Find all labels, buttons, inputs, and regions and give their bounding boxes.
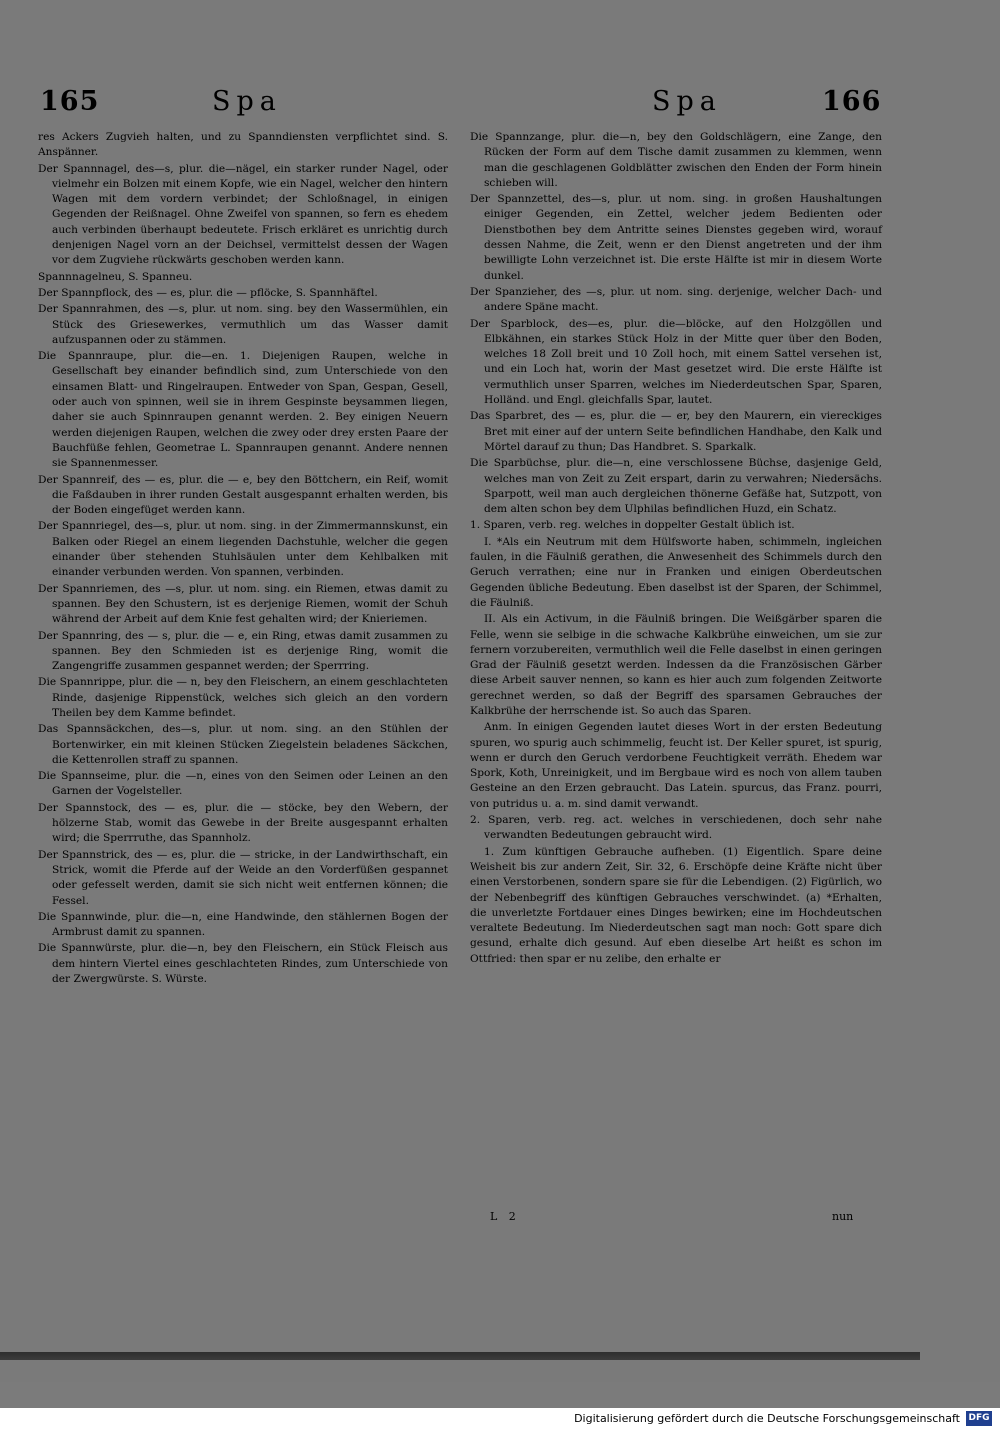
left-page-number: 165: [40, 86, 100, 117]
entry-spannstrick: Der Spannstrick, des — es, plur. die — stricke, in der Landwirthschaft, ein Strick, womit die Pferde auf der Weide an den Vorderfüßen gespannet oder gefesselt werden, damit sie sich nicht weit entfernen können; die Fessel.: [38, 848, 448, 907]
right-page-number: 166: [822, 86, 882, 117]
entry-sparen-1-head: 1. Sparen, verb. reg. welches in doppelter Gestalt üblich ist.: [470, 519, 795, 532]
printer-signature: L 2: [490, 1210, 520, 1223]
entry-sparbuechse: Die Sparbüchse, plur. die—n, eine verschlossene Büchse, dasjenige Geld, welches man von Zeit zu Zeit erspart, darin zu verwahren; Niedersächs. Sparpott, weil man auch dergleichen thönerne Gefäße hat, Sutzpott, von dem alten schon bey dem Ulphilas befindlichen Huzd, ein Schatz.: [470, 457, 882, 516]
entry-spannriegel: Der Spannriegel, des—s, plur. ut nom. sing. in der Zimmermannskunst, ein Balken oder Riegel an einem liegenden Dachstuhle, welcher die gegen einander über stehenden Stuhlsäulen unter dem Kehlbalken mit einander verbunden werden. Von spannen, verbinden.: [38, 520, 448, 579]
left-column: [38, 130, 448, 988]
right-running-head: Spa: [652, 86, 722, 117]
entry-continuation: res Ackers Zugvieh halten, und zu Spanndiensten verpflichtet sind. S. Anspänner.: [38, 131, 448, 159]
entry-sparen-1-note: Anm. In einigen Gegenden lautet dieses Wort in der ersten Bedeutung spuren, wo spurig auch schimmelig, feucht ist. Der Keller spuret, ist spurig, wenn er durch den Geruch verdorbene Feuchtigkeit verräth. Ehedem war Spork, Koth, Unreinigkeit, und im Bergbaue wird es noch von allem tauben Gesteine an den Erzen gebraucht. Das Latein. spurcus, das Franz. pourri, von putridus u. a. m. sind damit verwandt.: [470, 721, 882, 810]
footer-bar: [0, 1408, 1000, 1432]
entry-sparen-2-sense-1: 1. Zum künftigen Gebrauche aufheben. (1) Eigentlich. Spare deine Weisheit bis zur andern Zeit, Sir. 32, 6. Erschöpfe deine Kräfte nicht über einen Verstorbenen, sondern spare sie für die Lebendigen. (2) Figürlich, wo der Nebenbegriff des künftigen Gebrauches verschwindet. (a) *Erhalten, die unverletzte Fortdauer eines Dinges bewirken; eine im Hochdeutschen veraltete Bedeutung. Im Niederdeutschen sagt man noch: Gott spare dich gesund, erhalte dich gesund. Auf eben dieselbe Art heißt es schon im Ottfried: then spar er nu zelibe, den erhalte er: [470, 845, 882, 965]
dfg-logo: DFG: [966, 1411, 992, 1426]
entry-spannseime: Die Spannseime, plur. die —n, eines von den Seimen oder Leinen an den Garnen der Vogelsteller.: [38, 770, 448, 798]
entry-spannriemen: Der Spannriemen, des —s, plur. ut nom. sing. ein Riemen, etwas damit zu spannen. Bey den Schustern, ist es derjenige Riemen, womit der Schuh während der Arbeit auf dem Knie fest gehalten wird; der Knieriemen.: [38, 582, 448, 626]
entry-spannnagel: Der Spannnagel, des—s, plur. die—nägel, ein starker runder Nagel, oder vielmehr ein Bolzen mit einem Kopfe, wie ein Nagel, welcher den hintern Wagen mit dem vordern verbindet; der Schloßnagel, in einigen Gegenden der Reißnagel. Ohne Zweifel von spannen, so fern es ehedem auch verbinden überhaupt bedeutete. Frisch erkläret es unrichtig durch denjenigen Nagel vorn an der Deichsel, vermittelst dessen der Wagen vor dem Zugviehe rückwärts geschoben werden kann.: [38, 162, 448, 267]
catchword: nun: [832, 1210, 854, 1223]
entry-sparen-1-activum: II. Als ein Activum, in die Fäulniß bringen. Die Weißgärber sparen die Felle, wenn sie selbige in die schwache Kalkbrühe einweichen, um sie zur fernern vorzubereiten, vermuthlich weil die Felle daselbst in einen geringen Grad der Fäulniß gesetzt werden. Indessen da die Französischen Gärber diese Arbeit sauver nennen, so kann es hier auch zum folgenden Zeitworte gerechnet werden, so daß der Begriff des sparsamen Gebrauches der Kalkbrühe der herrschende ist. So auch das Sparen.: [470, 613, 882, 717]
entry-spannrahmen: Der Spannrahmen, des —s, plur. ut nom. sing. bey den Wassermühlen, ein Stück des Griesewerkes, vermuthlich um das Wasser damit aufzuspannen oder zu stämmen.: [38, 303, 448, 346]
entry-spannwinde: Die Spannwinde, plur. die—n, eine Handwinde, den stählernen Bogen der Armbrust damit zu spannen.: [38, 910, 448, 939]
entry-sparbret: Das Sparbret, des — es, plur. die — er, bey den Maurern, ein viereckiges Bret mit einer auf der untern Seite befindlichen Handhabe, den Kalk und Mörtel darauf zu thun; Das Handbret. S. Sparkalk.: [470, 410, 882, 453]
entry-spannstock: Der Spannstock, des — es, plur. die — stöcke, bey den Webern, der hölzerne Stab, womit das Gewebe in der Breite ausgespannt erhalten wird; die Sperrruthe, das Spannholz.: [38, 801, 448, 845]
entry-spannsaeckchen: Das Spannsäckchen, des—s, plur. ut nom. sing. an den Stühlen der Bortenwirker, ein mit kleinen Stücken Ziegelstein beladenes Säckchen, die Kettenrollen straff zu spannen.: [38, 723, 448, 766]
page-bottom-shadow: [0, 1352, 920, 1360]
entry-spannzange: Die Spannzange, plur. die—n, bey den Goldschlägern, eine Zange, den Rücken der Form auf dem Tische damit zusammen zu klemmen, wenn man die geschlagenen Goldblätter zwischen den Enden der Form hinein schieben will.: [470, 131, 882, 189]
entry-spannrippe: Die Spannrippe, plur. die — n, bey den Fleischern, an einem geschlachteten Rinde, dasjenige Rippenstück, welches sich gleich an den vordern Theilen bey dem Kamme befindet.: [38, 676, 448, 719]
entry-sparen-2-head: 2. Sparen, verb. reg. act. welches in verschiedenen, doch sehr nahe verwandten Bedeutungen gebraucht wird.: [470, 814, 882, 842]
entry-spannnagelneu: Spannnagelneu, S. Spanneu.: [38, 270, 193, 283]
entry-spannzettel: Der Spannzettel, des—s, plur. ut nom. sing. in großen Haushaltungen einiger Gegenden, ein Zettel, welcher jedem Bedienten oder Dienstbothen bey dem Antritte seines Dienstes gegeben wird, worauf dessen Nahme, die Zeit, wenn er den Dienst angetreten und der ihm bewilligte Lohn verzeichnet ist. Die erste Hälfte ist mir in diesem Worte dunkel.: [470, 193, 882, 282]
entry-spannreif: Der Spannreif, des — es, plur. die — e, bey den Böttchern, ein Reif, womit die Faßdauben in ihrer runden Gestalt ausgespannt erhalten werden, bis der Boden eingefüget werden kann.: [38, 473, 448, 517]
left-running-head: Spa: [212, 86, 282, 117]
entry-spannwuerste: Die Spannwürste, plur. die—n, bey den Fleischern, ein Stück Fleisch aus dem hintern Viertel eines geschlachteten Rindes, zum Unterschiede von der Zwergwürste. S. Würste.: [38, 942, 448, 986]
entry-spannring: Der Spannring, des — s, plur. die — e, ein Ring, etwas damit zusammen zu spannen. Bey den Schmieden ist es derjenige Ring, womit die Zangengriffe zusammen gespannet werden; der Sperrring.: [38, 629, 448, 673]
entry-spannraupe: Die Spannraupe, plur. die—en. 1. Diejenigen Raupen, welche in Gesellschaft bey einander befindlich sind, zum Unterschiede von den einsamen Blatt- und Ringelraupen. Entweder von Span, Gespan, Gesell, oder auch von spinnen, weil sie in ihrem Gespinste beysammen liegen, daher sie auch Spinnraupen genannt werden. 2. Bey einigen Neuern werden diejenigen Raupen, welchen die zwey oder drey ersten Paare der Bauchfüße fehlen, Geometrae L. Spannraupen genannt. Andere nennen sie Spannenmesser.: [38, 350, 448, 470]
entry-spanzieher: Der Spanzieher, des —s, plur. ut nom. sing. derjenige, welcher Dach- und andere Späne macht.: [470, 285, 882, 314]
entry-sparen-1-neutrum: I. *Als ein Neutrum mit dem Hülfsworte haben, schimmeln, ingleichen faulen, in die Fäulniß gerathen, die Anwesenheit des Schimmels durch den Geruch verrathen; eine nur in Franken und einigen Oberdeutschen Gegenden übliche Bedeutung. Eben daselbst ist der Sparen, der Schimmel, die Fäulniß.: [470, 535, 882, 609]
entry-spannpflock: Der Spannpflock, des — es, plur. die — pflöcke, S. Spannhäftel.: [38, 286, 378, 299]
funding-credit: Digitalisierung gefördert durch die Deutsche Forschungsgemeinschaft: [574, 1412, 960, 1425]
right-column: [470, 130, 882, 968]
entry-sparblock: Der Sparblock, des—es, plur. die—blöcke, auf den Holzgöllen und Elbkähnen, ein starkes Stück Holz in der Mitte quer über den Boden, welches 18 Zoll breit und 10 Zoll hoch, mit einem Sattel versehen ist, und ein Loch hat, worin der Mast gesetzet wird. Die erste Hälfte ist vermuthlich unser Sparren, welches im Niederdeutschen Spar, Sparen, Holländ. und Engl. gleichfalls Spar, lautet.: [470, 317, 882, 407]
